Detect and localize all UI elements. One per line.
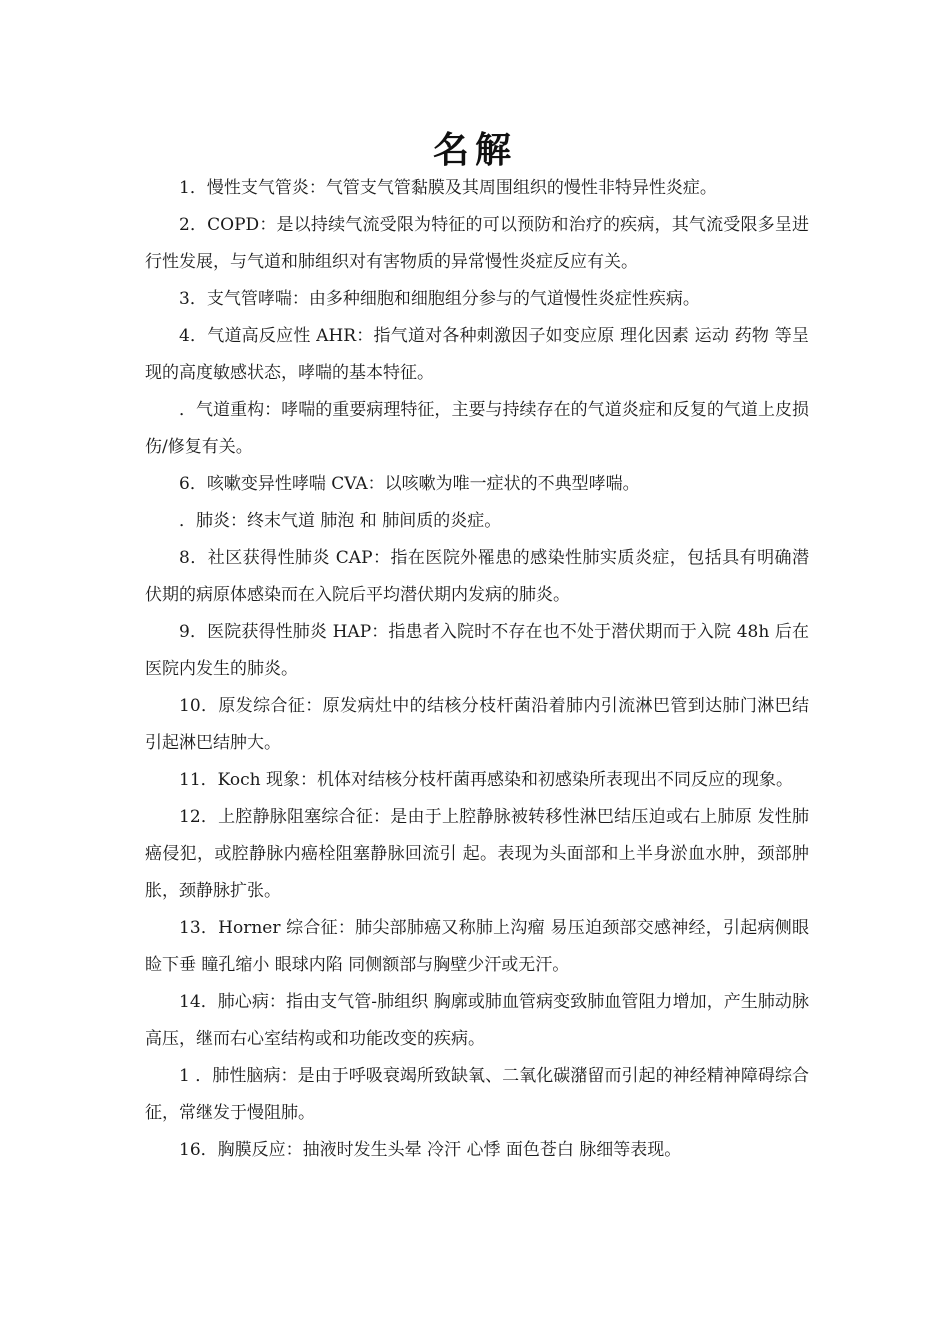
definition-entry: ．气道重构：哮喘的重要病理特征，主要与持续存在的气道炎症和反复的气道上皮损伤/修复有关。	[145, 400, 809, 457]
definition-entry: ．肺炎：终末气道 肺泡 和 肺间质的炎症。	[179, 511, 502, 531]
definition-entry: 1．慢性支气管炎：气管支气管黏膜及其周围组织的慢性非特异性炎症。	[179, 178, 717, 198]
definition-entry: 13．Horner 综合征：肺尖部肺癌又称肺上沟瘤 易压迫颈部交感神经，引起病侧眼睑下垂 瞳孔缩小 眼球内陷 同侧额部与胸壁少汗或无汗。	[145, 918, 809, 975]
definition-entry: 3．支气管哮喘：由多种细胞和细胞组分参与的气道慢性炎症性疾病。	[179, 289, 700, 309]
page-title: 名解	[432, 129, 517, 171]
definition-entry: 8．社区获得性肺炎 CAP：指在医院外罹患的感染性肺实质炎症，包括具有明确潜伏期的病原体感染而在入院后平均潜伏期内发病的肺炎。	[145, 548, 809, 605]
definition-entry: 14．肺心病：指由支气管-肺组织 胸廓或肺血管病变致肺血管阻力增加，产生肺动脉高压，继而右心室结构或和功能改变的疾病。	[145, 992, 809, 1049]
definition-entry: 2．COPD：是以持续气流受限为特征的可以预防和治疗的疾病，其气流受限多呈进行性发展，与气道和肺组织对有害物质的异常慢性炎症反应有关。	[145, 215, 809, 272]
definition-entry: 9．医院获得性肺炎 HAP：指患者入院时不存在也不处于潜伏期而于入院 48h 后在医院内发生的肺炎。	[145, 622, 809, 679]
definition-entry: 4．气道高反应性 AHR：指气道对各种刺激因子如变应原 理化因素 运动 药物 等呈现的高度敏感状态，哮喘的基本特征。	[145, 326, 809, 383]
definition-entry: 11．Koch 现象：机体对结核分枝杆菌再感染和初感染所表现出不同反应的现象。	[179, 770, 793, 790]
definition-entry: 10．原发综合征：原发病灶中的结核分枝杆菌沿着肺内引流淋巴管到达肺门淋巴结引起淋巴结肿大。	[145, 696, 809, 753]
definition-list	[145, 170, 809, 1169]
definition-entry: 1 ．肺性脑病：是由于呼吸衰竭所致缺氧、二氧化碳潴留而引起的神经精神障碍综合征，常继发于慢阻肺。	[145, 1066, 809, 1123]
definition-entry: 6．咳嗽变异性哮喘 CVA：以咳嗽为唯一症状的不典型哮喘。	[179, 474, 640, 494]
definition-entry: 16．胸膜反应：抽液时发生头晕 冷汗 心悸 面色苍白 脉细等表现。	[179, 1140, 682, 1160]
definition-entry: 12．上腔静脉阻塞综合征：是由于上腔静脉被转移性淋巴结压迫或右上肺原 发性肺癌侵犯，或腔静脉内癌栓阻塞静脉回流引 起。表现为头面部和上半身淤血水肿，颈部肿胀，颈静脉扩张。	[145, 807, 809, 901]
